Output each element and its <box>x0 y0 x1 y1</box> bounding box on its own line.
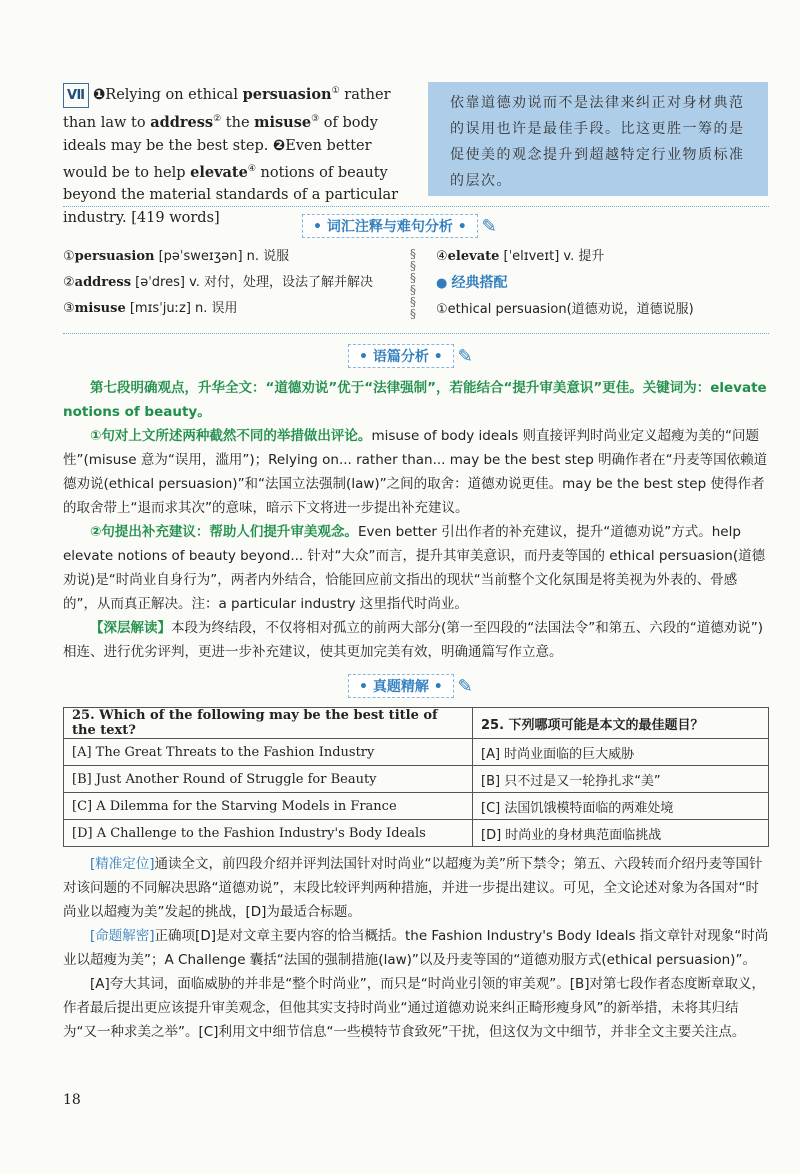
word-misuse: misuse <box>254 113 312 131</box>
table-row <box>64 793 769 820</box>
question-en: 25. Which of the following may be the best title of the text? <box>64 708 473 739</box>
decode-paragraph: [命题解密]正确项[D]是对文章主要内容的恰当概括。the Fashion Industry's Body Ideals 指文章针对现象“时尚业以超瘦为美”；A Challenge 囊括“法国的强制措施(law)”以及丹麦等国的“道德劝服方式(ethical persuasion)”。 <box>63 928 769 968</box>
vocab-item: ①persuasion [pəˈsweɪʒən] n. 说服 <box>63 249 290 264</box>
analysis-section-title: • 语篇分析 • <box>348 344 454 368</box>
option-en: [A] The Great Threats to the Fashion Industry <box>64 739 473 766</box>
pen-icon: ✎ <box>457 675 473 697</box>
note-mark-4: ④ <box>247 163 256 174</box>
note-mark-3: ③ <box>311 113 320 124</box>
collocation-item: ①ethical persuasion(道德劝说，道德说服) <box>436 302 694 317</box>
analysis-point-1: ①句对上文所述两种截然不同的举措做出评论。misuse of body ideals 则直接评判时尚业定义超瘦为美的“问题性”(misuse 意为“误用，滥用”)；Relying on... rather than... may be the best step 明确作者在“丹麦等国依赖道德劝说(ethical persuasion)”和“法国立法强制(law)”之间的取舍：道德劝说更佳。may be the best step 使得作者的取舍带上“退而求其次”的意味，暗示下文将进一步提出补充建议。 <box>63 428 768 516</box>
note-mark-2: ② <box>213 113 222 124</box>
exam-section-title: • 真题精解 • <box>348 674 454 698</box>
word-persuasion: persuasion <box>242 85 332 103</box>
locate-paragraph: [精准定位]通读全文，前四段介绍并评判法国针对时尚业“以超瘦为美”所下禁令；第五、六段转而介绍丹麦等国针对该问题的不同解决思路“道德劝说”，末段比较评判两种措施，并进一步提出建议。可见，全文论述对象为各国对“时尚业以超瘦为美”发起的挑战，[D]为最适合标题。 <box>63 856 763 920</box>
vocab-list-left <box>63 244 403 322</box>
table-row <box>64 820 769 847</box>
table-row <box>64 766 769 793</box>
option-zh: [B] 只不过是又一轮挣扎求“美” <box>473 766 769 793</box>
table-row <box>64 708 769 739</box>
passage-text-4: of body ideals may be the best step. <box>63 114 378 154</box>
option-zh: [D] 时尚业的身材典范面临挑战 <box>473 820 769 847</box>
vocab-section-header <box>302 214 497 238</box>
passage-text-5: Even better would be to help <box>63 137 372 181</box>
sentence-marker-2: ❷ <box>272 137 286 154</box>
option-zh: [A] 时尚业面临的巨大威胁 <box>473 739 769 766</box>
vocab-item: ④elevate [ˈelɪveɪt] v. 提升 <box>436 249 605 264</box>
word-elevate: elevate <box>190 163 248 181</box>
word-address: address <box>150 113 214 131</box>
spring-divider-icon: § § § § § § <box>410 247 416 321</box>
option-en: [C] A Dilemma for the Starving Models in France <box>64 793 473 820</box>
passage-text-6: notions of beauty beyond the material standards of a particular industry. [419 words] <box>63 164 399 227</box>
divider <box>63 333 769 334</box>
analysis-point-2: ②句提出补充建议：帮助人们提升审美观念。Even better 引出作者的补充建议，提升“道德劝说”方式。help elevate notions of beauty beyond... 针对“大众”而言，提升其审美意识，而丹麦等国的 ethical persuasion(道德劝说)是“时尚业自身行为”，两者内外结合，恰能回应前文指出的现状“当前整个文化氛围是将美视为外表的、骨感的”，从而真正解决。注：a particular industry 这里指代时尚业。 <box>63 524 766 612</box>
vocab-section-title: • 词汇注释与难句分析 • <box>302 214 478 238</box>
divider <box>63 206 769 207</box>
passage-text-3: the <box>221 114 255 131</box>
wrong-options-paragraph: [A]夸大其词，面临威胁的并非是“整个时尚业”，而只是“时尚业引领的审美观”。[B]对第七段作者态度断章取义，作者最后提出更应该提升审美观念，但他其实支持时尚业“通过道德劝说来纠正畸形瘦身风”的新举措，未将其归结为“又一种求美之举”。[C]利用文中细节信息“一些模特节食致死”干扰，但这仅为文中细节，并非全文主要关注点。 <box>63 976 766 1040</box>
bullet-icon: ● <box>436 276 448 291</box>
question-zh: 25. 下列哪项可能是本文的最佳题目？ <box>473 708 769 739</box>
collocation-heading: ● 经典搭配 <box>436 275 508 291</box>
vocab-item: ③misuse [mɪsˈjuːz] n. 误用 <box>63 301 238 316</box>
vocab-list-right <box>436 244 766 323</box>
pen-icon: ✎ <box>457 345 473 367</box>
analysis-summary: 第七段明确观点，升华全文：“道德劝说”优于“法律强制”，若能结合“提升审美意识”更佳。关键词为：elevate notions of beauty。 <box>63 380 767 420</box>
sentence-marker-1: ❶ <box>93 86 106 103</box>
option-zh: [C] 法国饥饿模特面临的两难处境 <box>473 793 769 820</box>
question-table <box>63 707 769 847</box>
analysis-section-header <box>348 344 473 368</box>
answer-explanation <box>63 852 769 1044</box>
passage-text-2: rather than law to <box>63 86 391 131</box>
vocab-item: ②address [əˈdres] v. 对付，处理，设法了解并解决 <box>63 275 374 290</box>
page-number: 18 <box>63 1092 81 1108</box>
deep-reading: 【深层解读】本段为终结段，不仅将相对孤立的前两大部分(第一至四段的“法国法令”和第五、六段的“道德劝说”)相连、进行优劣评判，更进一步补充建议，使其更加完美有效，明确通篇写作立意。 <box>63 620 764 660</box>
note-mark-1: ① <box>331 86 340 96</box>
table-row <box>64 739 769 766</box>
exam-section-header <box>348 674 473 698</box>
analysis-body <box>63 376 769 664</box>
passage-paragraph <box>63 80 415 230</box>
option-en: [B] Just Another Round of Struggle for Beauty <box>64 766 473 793</box>
translation-box: 依靠道德劝说而不是法律来纠正对身材典范的误用也许是最佳手段。比这更胜一筹的是促使美的观念提升到超越特定行业物质标准的层次。 <box>428 82 768 196</box>
passage-text-1: Relying on ethical <box>105 86 243 103</box>
paragraph-tag: Ⅶ <box>63 83 89 108</box>
pen-icon: ✎ <box>481 215 497 237</box>
option-en: [D] A Challenge to the Fashion Industry's Body Ideals <box>64 820 473 847</box>
